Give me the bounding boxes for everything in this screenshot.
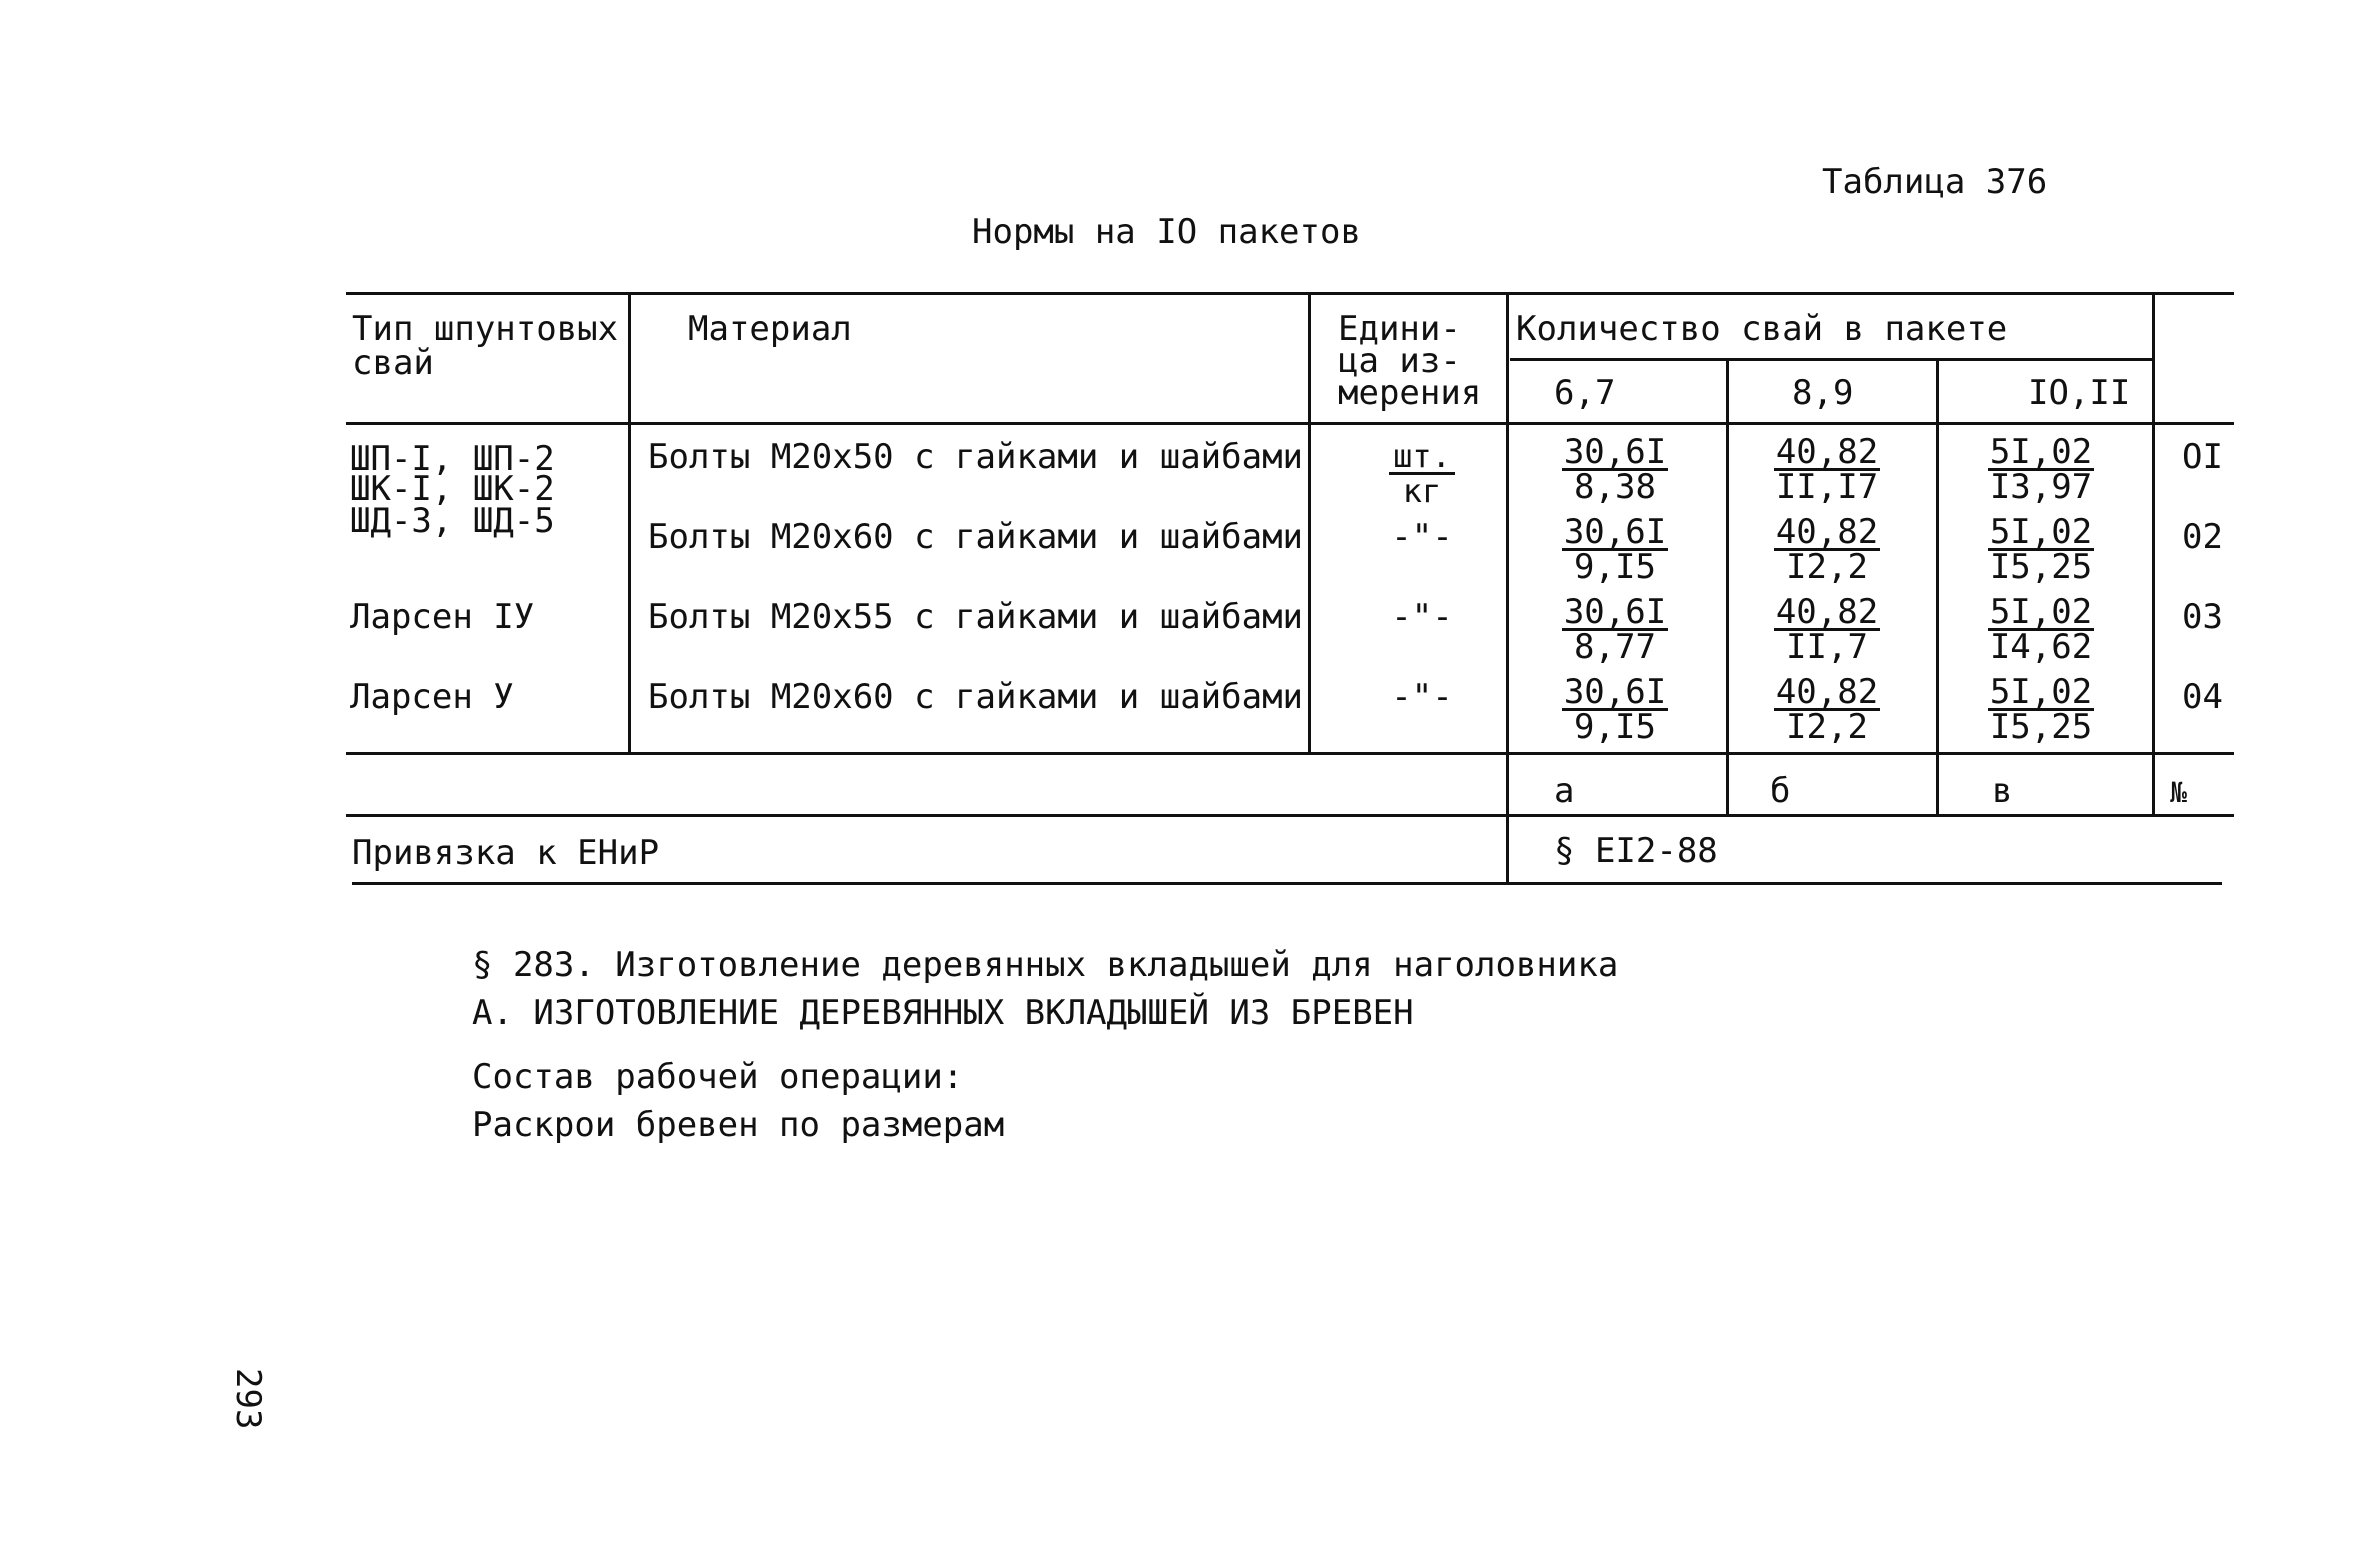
row3-val-3 — [1966, 592, 2116, 667]
row1-type-3: ШД-3, ШД-5 — [350, 501, 555, 541]
row1-val-3 — [1966, 432, 2116, 507]
row4-type-1: Ларсен У — [350, 677, 514, 717]
row4-val-3-num: 5I,02 — [1989, 672, 2093, 712]
row2-unit: -"- — [1391, 517, 1453, 557]
row3-type-1: Ларсен IУ — [350, 597, 535, 637]
header-qty: Количество свай в пакете — [1516, 309, 2008, 349]
row2-val-1-den: 9,I5 — [1574, 547, 1656, 587]
header-type-line1: Тип шпунтовых — [352, 309, 619, 349]
row4-val-2 — [1752, 672, 1902, 747]
qty-subheader-rule — [1510, 358, 2154, 361]
row1-material: Болты М20х50 с гайками и шайбами — [648, 437, 1304, 477]
row1-unit-num: шт. — [1389, 440, 1455, 475]
section-title: § 283. Изготовление деревянных вкладышей для наголовника — [472, 945, 1619, 985]
header-type-line2: свай — [352, 343, 434, 383]
row1-unit — [1362, 437, 1482, 510]
col-sep-code — [2152, 292, 2155, 816]
row2-val-2-num: 40,82 — [1775, 512, 1879, 552]
row1-type-1: ШП-I, ШП-2 — [350, 439, 555, 479]
page-number: 293 — [228, 1368, 268, 1430]
row3-val-3-den: I4,62 — [1989, 627, 2093, 667]
row2-val-1 — [1540, 512, 1690, 587]
row2-val-3 — [1966, 512, 2116, 587]
header-qty-col-3: IO,II — [2028, 373, 2131, 413]
header-qty-col-1: 6,7 — [1554, 373, 1616, 413]
row1-code: OI — [2182, 437, 2223, 477]
row3-unit: -"- — [1391, 597, 1453, 637]
col-sep-qty2 — [1936, 358, 1939, 816]
col-sep-material — [1308, 292, 1311, 754]
row4-val-1 — [1540, 672, 1690, 747]
row4-material: Болты М20х60 с гайками и шайбами — [648, 677, 1304, 717]
row4-val-1-num: 30,6I — [1563, 672, 1667, 712]
row4-val-3 — [1966, 672, 2116, 747]
row4-val-3-den: I5,25 — [1989, 707, 2093, 747]
composition-label: Состав рабочей операции: — [472, 1057, 964, 1097]
composition-item: Раскрои бревен по размерам — [472, 1105, 1005, 1145]
row2-val-3-num: 5I,02 — [1989, 512, 2093, 552]
row2-material: Болты М20х60 с гайками и шайбами — [648, 517, 1304, 557]
row1-val-1-den: 8,38 — [1574, 467, 1656, 507]
subsection-title: А. ИЗГОТОВЛЕНИЕ ДЕРЕВЯННЫХ ВКЛАДЫШЕЙ ИЗ БРЕВЕН — [472, 993, 1414, 1033]
row1-val-2-den: II,I7 — [1775, 467, 1879, 507]
row1-val-2 — [1752, 432, 1902, 507]
row3-val-1-den: 8,77 — [1574, 627, 1656, 667]
table-label: Таблица 376 — [1822, 162, 2048, 202]
row3-material: Болты М20х55 с гайками и шайбами — [648, 597, 1304, 637]
table-caption: Нормы на IO пакетов — [972, 212, 1361, 252]
col-sep-qty1 — [1726, 358, 1729, 816]
column-letter-v: в — [1992, 771, 2013, 811]
row3-val-2 — [1752, 592, 1902, 667]
row3-val-2-den: II,7 — [1786, 627, 1868, 667]
header-unit-line1: Едини- — [1338, 309, 1461, 349]
row3-val-1 — [1540, 592, 1690, 667]
letters-bottom-rule — [346, 814, 2234, 817]
row2-val-2 — [1752, 512, 1902, 587]
row3-val-1-num: 30,6I — [1563, 592, 1667, 632]
binding-label: Привязка к ЕНиР — [352, 833, 660, 873]
row1-val-2-num: 40,82 — [1775, 432, 1879, 472]
col-sep-type — [628, 292, 631, 754]
row2-code: 02 — [2182, 517, 2223, 557]
row4-val-1-den: 9,I5 — [1574, 707, 1656, 747]
row1-val-1-num: 30,6I — [1563, 432, 1667, 472]
header-qty-col-2: 8,9 — [1792, 373, 1854, 413]
row3-code: 03 — [2182, 597, 2223, 637]
row1-unit-den: кг — [1402, 472, 1442, 510]
header-unit-line2: ца из- — [1338, 341, 1461, 381]
row3-val-3-num: 5I,02 — [1989, 592, 2093, 632]
row1-val-1 — [1540, 432, 1690, 507]
row1-type-2: ШК-I, ШК-2 — [350, 469, 555, 509]
row4-val-2-num: 40,82 — [1775, 672, 1879, 712]
col-sep-unit — [1506, 292, 1509, 884]
number-sign: № — [2170, 776, 2187, 809]
row2-val-1-num: 30,6I — [1563, 512, 1667, 552]
row4-code: 04 — [2182, 677, 2223, 717]
binding-bottom-rule — [352, 882, 2222, 885]
row2-val-2-den: I2,2 — [1786, 547, 1868, 587]
header-unit-line3: мерения — [1338, 373, 1482, 413]
row1-val-3-den: I3,97 — [1989, 467, 2093, 507]
row4-unit: -"- — [1391, 677, 1453, 717]
row4-val-2-den: I2,2 — [1786, 707, 1868, 747]
row3-val-2-num: 40,82 — [1775, 592, 1879, 632]
column-letter-b: б — [1770, 771, 1791, 811]
row1-val-3-num: 5I,02 — [1989, 432, 2093, 472]
column-letter-a: а — [1554, 771, 1575, 811]
header-material: Материал — [688, 309, 852, 349]
row2-val-3-den: I5,25 — [1989, 547, 2093, 587]
binding-value: § ЕI2-88 — [1554, 831, 1718, 871]
